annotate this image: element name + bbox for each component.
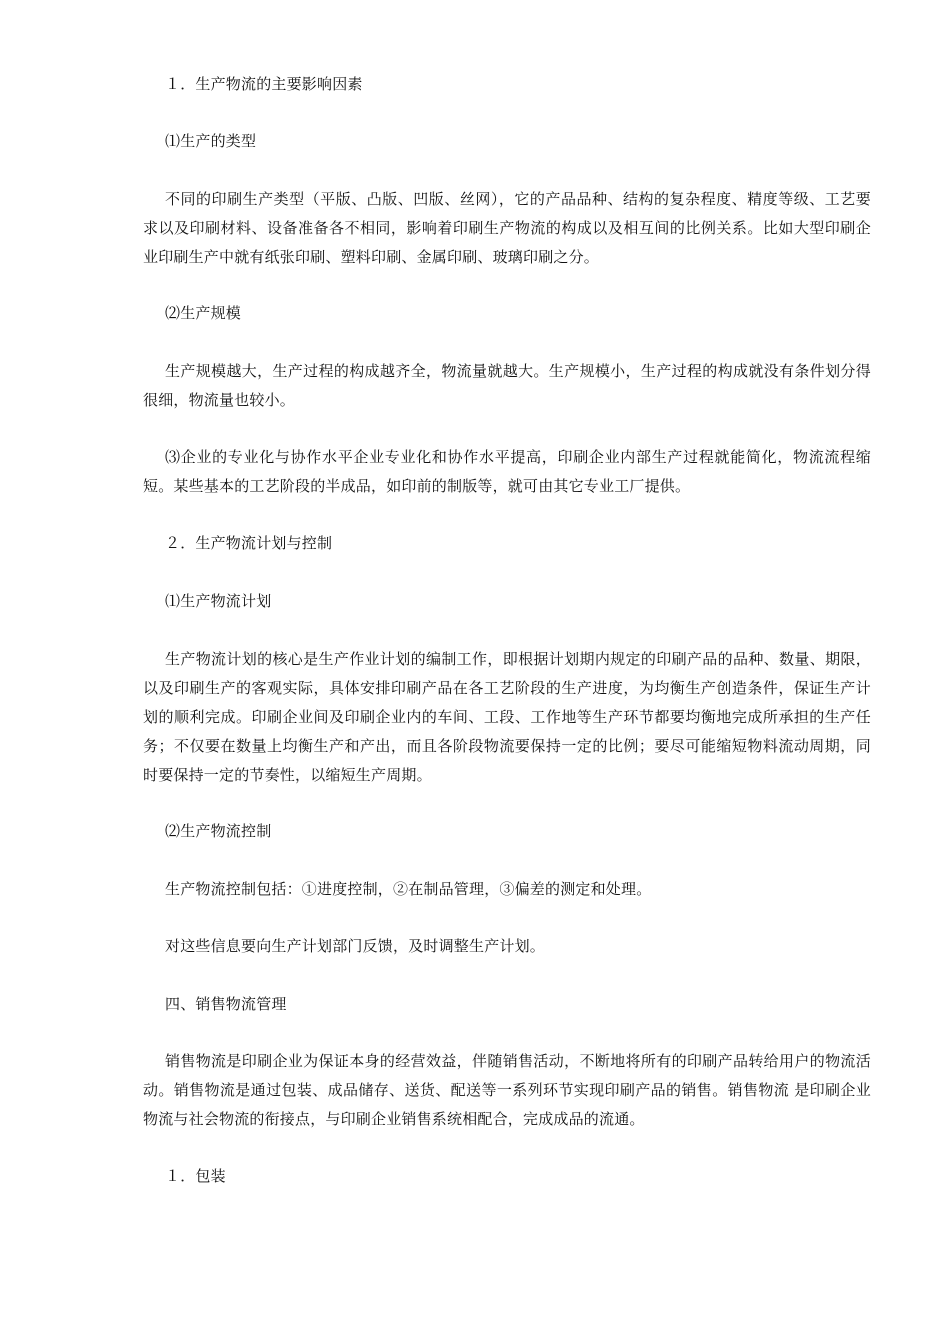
paragraph-specialization: ⑶企业的专业化与协作水平企业专业化和协作水平提高，印刷企业内部生产过程就能简化，物流流程缩短。某些基本的工艺阶段的半成品，如印前的制版等，就可由其它专业工厂提供。 [143,448,871,495]
subheading-packaging: １．包装 [165,1167,226,1185]
subheading-logistics-control: ⑵生产物流控制 [165,822,272,840]
paragraph-production-type: 不同的印刷生产类型（平版、凸版、凹版、丝网），它的产品品种、结构的复杂程度、精度等级、工艺要求以及印刷材料、设备准备各不相同，影响着印刷生产物流的构成以及相互间的比例关系。比如大型印刷企业印刷生产中就有纸张印刷、塑料印刷、金属印刷、玻璃印刷之分。 [143,190,871,266]
paragraph-production-scale: 生产规模越大，生产过程的构成越齐全，物流量就越大。生产规模小，生产过程的构成就没有条件划分得很细，物流量也较小。 [143,362,871,409]
section-heading-production-logistics-factors: １．生产物流的主要影响因素 [165,75,363,93]
paragraph-logistics-plan: 生产物流计划的核心是生产作业计划的编制工作，即根据计划期内规定的印刷产品的品种、数量、期限，以及印刷生产的客观实际，具体安排印刷产品在各工艺阶段的生产进度，为均衡生产创造条件，保证生产计划的顺利完成。印刷企业间及印刷企业内的车间、工段、工作地等生产环节都要均衡地完成所承担的生产任务；不仅要在数量上均衡生产和产出，而且各阶段物流要保持一定的比例；要尽可能缩短物料流动周期，同时要保持一定的节奏性，以缩短生产周期。 [143,650,871,784]
section-heading-sales-logistics: 四、销售物流管理 [165,995,287,1013]
section-heading-planning-control: ２．生产物流计划与控制 [165,534,333,552]
subheading-production-type: ⑴生产的类型 [165,132,257,150]
paragraph-sales-logistics: 销售物流是印刷企业为保证本身的经营效益，伴随销售活动，不断地将所有的印刷产品转给用户的物流活动。销售物流是通过包装、成品储存、送货、配送等一系列环节实现印刷产品的销售。销售物流 是印刷企业物流与社会物流的衔接点，与印刷企业销售系统相配合，完成成品的流通。 [143,1052,871,1128]
subheading-production-scale: ⑵生产规模 [165,304,242,322]
subheading-logistics-plan: ⑴生产物流计划 [165,592,272,610]
paragraph-feedback: 对这些信息要向生产计划部门反馈，及时调整生产计划。 [165,937,546,955]
paragraph-logistics-control: 生产物流控制包括：①进度控制，②在制品管理，③偏差的测定和处理。 [165,880,652,898]
